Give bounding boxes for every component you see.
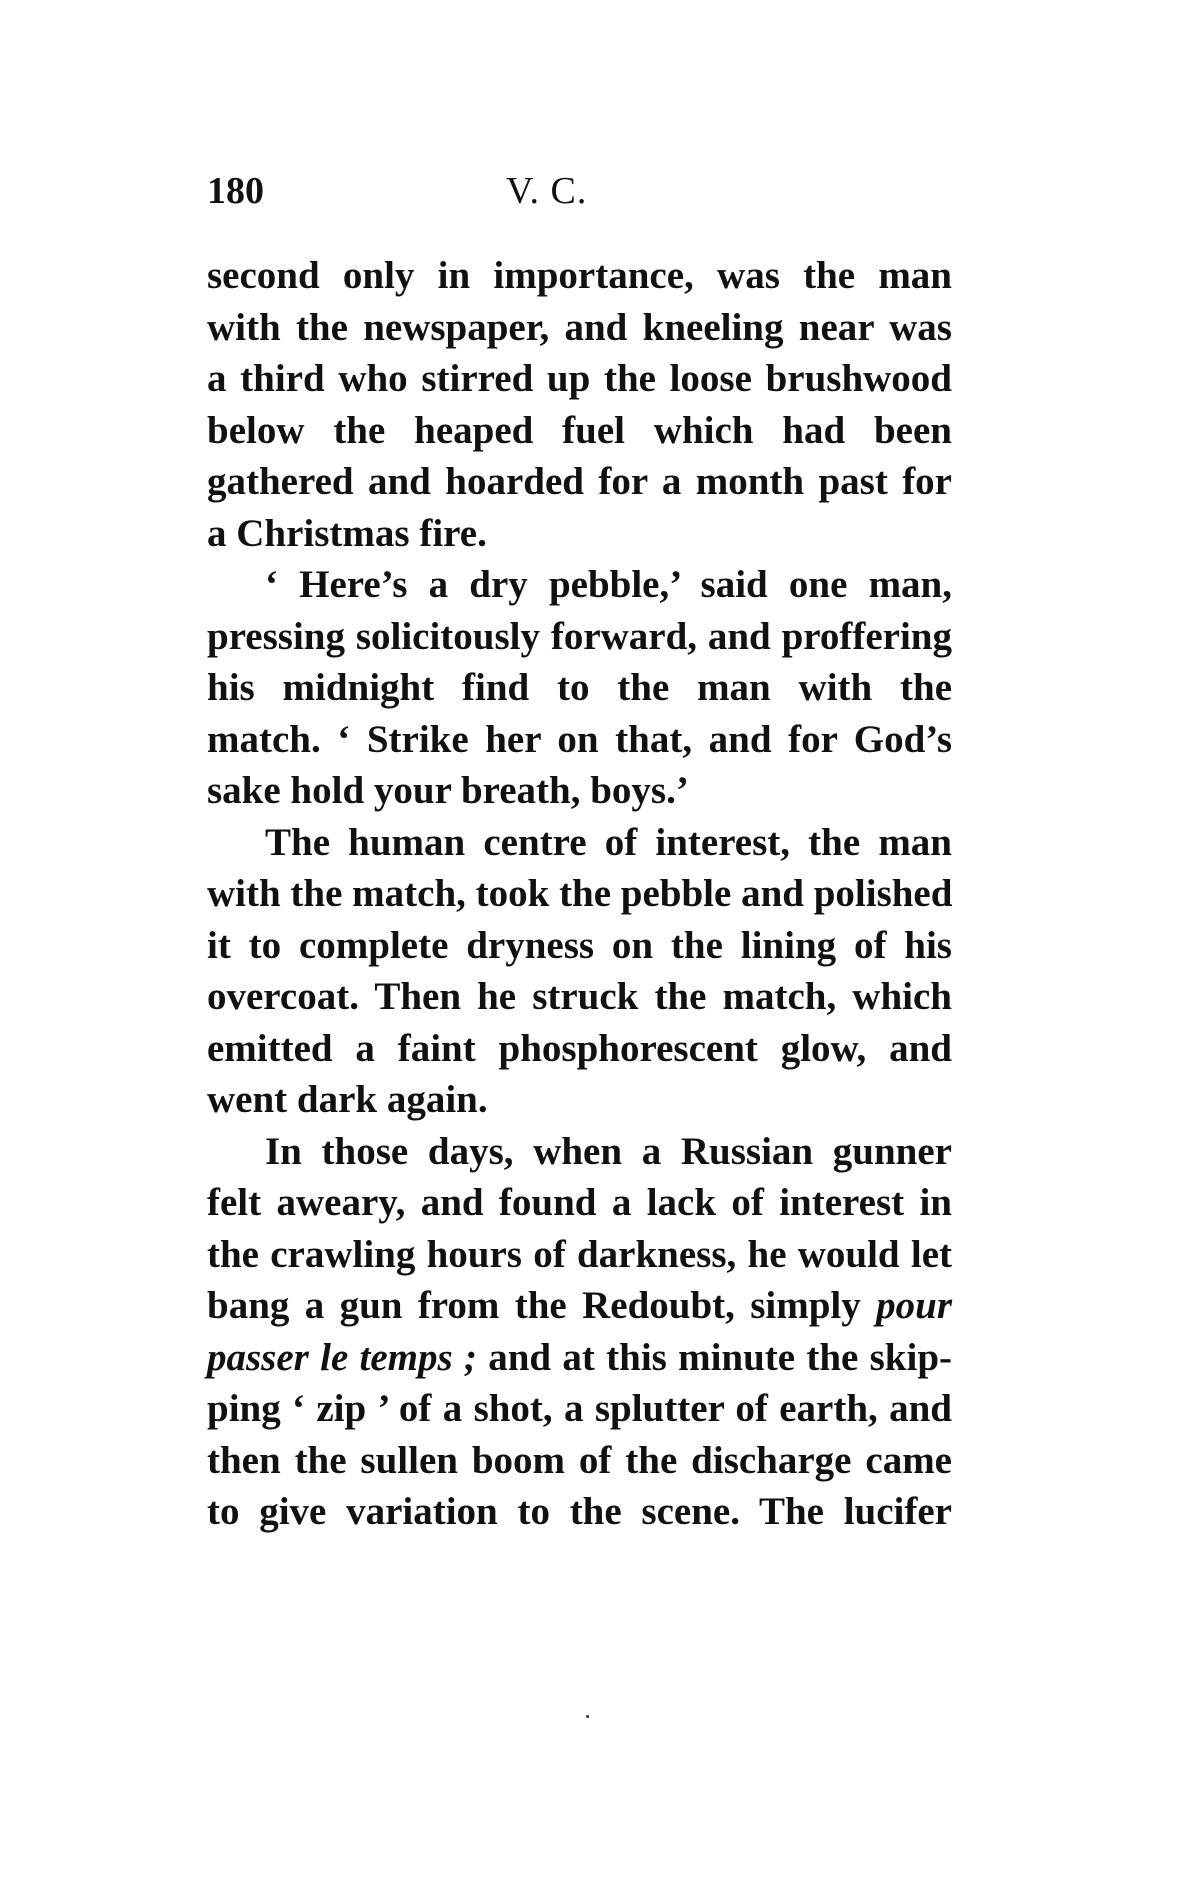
text-line: second only in importance, was the man (207, 254, 952, 297)
text-line: overcoat. Then he struck the match, which (207, 975, 952, 1018)
text-line: sake hold your breath, boys.’ (207, 769, 689, 812)
page-number: 180 (207, 170, 264, 212)
text-line: the crawling hours of darkness, he would let (207, 1232, 952, 1276)
text-line: a third who stirred up the loose brushwood (207, 357, 952, 400)
text-line: emitted a faint phosphorescent glow, and (207, 1026, 952, 1070)
text-line: ‘ Here’s a dry pebble,’ said one man, (265, 563, 952, 606)
running-head (207, 166, 952, 216)
italic-text: passer le temps ; (207, 1335, 477, 1379)
body-text (207, 250, 952, 1538)
text-line: his midnight find to the man with the (207, 666, 952, 709)
text-line: then the sullen boom of the discharge came (207, 1438, 952, 1482)
text-line: gathered and hoarded for a month past for (207, 460, 952, 503)
text-line: pressing solicitously forward, and proffering (207, 614, 952, 658)
text-run: bang a gun from the Redoubt, simply (207, 1284, 861, 1327)
text-line: it to complete dryness on the lining of his (207, 923, 952, 967)
text-line: with the newspaper, and kneeling near was (207, 305, 952, 349)
text-line: with the match, took the pebble and polished (207, 872, 953, 915)
text-line: to give variation to the scene. The lucifer (207, 1490, 952, 1533)
text-line: below the heaped fuel which had been (207, 408, 952, 452)
running-title: V. C. (506, 170, 588, 212)
text-line: went dark again. (207, 1078, 488, 1121)
text-line: match. ‘ Strike her on that, and for God’s (207, 717, 952, 761)
text-line (207, 1280, 952, 1332)
text-line: The human centre of interest, the man (265, 820, 952, 864)
text-line (207, 1332, 952, 1384)
text-line: felt aweary, and found a lack of interest in (207, 1181, 952, 1224)
print-speck (586, 1715, 589, 1718)
text-line: ping ‘ zip ’ of a shot, a splutter of earth, and (207, 1387, 952, 1430)
italic-text: pour (876, 1284, 952, 1327)
text-line: a Christmas fire. (207, 511, 487, 555)
text-line: In those days, when a Russian gunner (265, 1129, 952, 1173)
text-run: and at this minute the skip- (488, 1335, 953, 1379)
